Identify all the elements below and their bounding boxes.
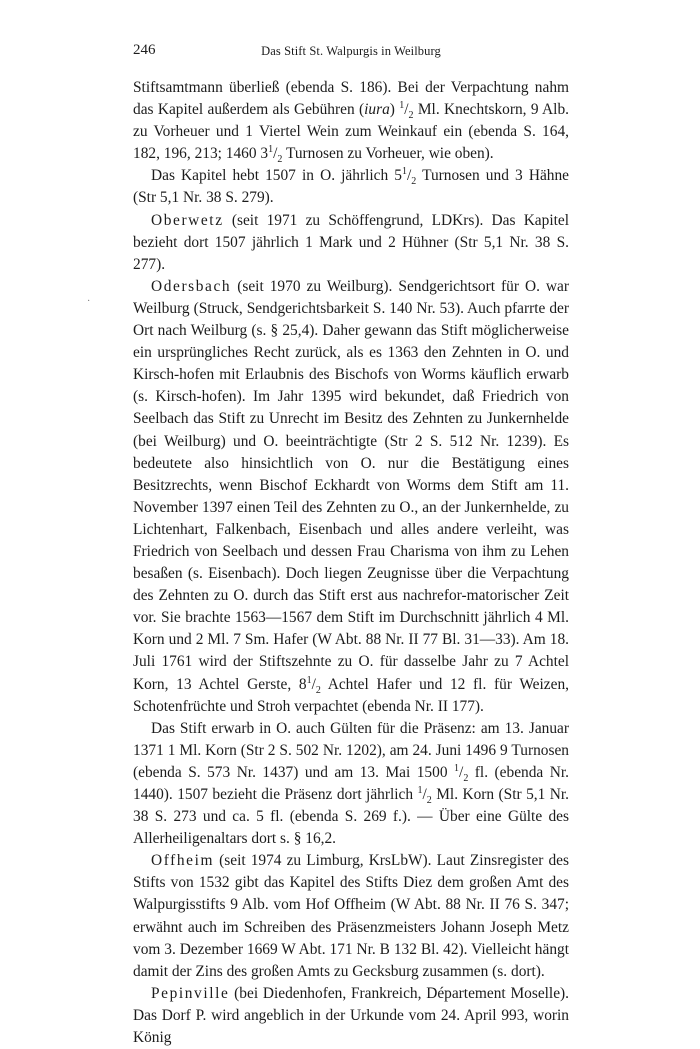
text-run: Stiftsamtmann überließ (ebenda S. 186). Bei der Verpachtung nahm das Kapitel außerdem als Gebühren (	[133, 79, 569, 119]
paragraph	[133, 77, 569, 165]
text-run: /	[404, 101, 409, 119]
fraction-part: 2	[408, 110, 414, 122]
paragraph	[133, 850, 569, 983]
place-name: Offheim	[151, 852, 215, 870]
text-run: /	[422, 786, 427, 803]
text-run: Achtel Hafer und 12 fl. für Weizen, Schotenfrüchte und Stroh verpachtet (ebenda Nr. II 177).	[133, 675, 569, 715]
text-run: /	[273, 145, 278, 163]
place-name: Oberwetz	[151, 211, 224, 229]
paragraph	[133, 983, 569, 1049]
text-run: Das Kapitel hebt 1507 in O. jährlich 5	[151, 167, 402, 185]
text-run: fl. (ebenda Nr. 1440). 1507 bezieht die Präsenz dort jährlich	[133, 763, 569, 803]
text-run: iura	[364, 101, 390, 119]
text-run: Ml. Knechtskorn, 9 Alb. zu Vorheuer und 1 Viertel Wein zum Weinkauf ein (ebenda S. 164, 182, 196, 213; 1460 3	[133, 101, 569, 163]
text-run: Turnosen und 3 Hähne (Str 5,1 Nr. 38 S. 279).	[133, 167, 569, 207]
body-text	[133, 77, 569, 1049]
page-number: 246	[133, 42, 156, 58]
fraction-part: 2	[277, 154, 283, 166]
fraction-part: 2	[315, 684, 321, 696]
running-head	[133, 42, 569, 62]
text-run: (seit 1971 zu Schöffengrund, LDKrs). Das Kapitel bezieht dort 1507 jährlich 1 Mark und 2 Hühner (Str 5,1 Nr. 38 S. 277).	[133, 211, 569, 273]
text-run: )	[389, 101, 400, 119]
margin-mark: ·	[87, 296, 91, 307]
fraction-part: 1	[454, 762, 460, 774]
fraction-part: 1	[306, 674, 312, 686]
text-run: (bei Diedenhofen, Frankreich, Département Moselle). Das Dorf P. wird angeblich in der Urkunde vom 24. April 993, worin König	[133, 984, 569, 1047]
fraction-part: 1	[268, 144, 274, 156]
place-name: Pepinville	[151, 984, 230, 1002]
text-run: Ml. Korn (Str 5,1 Nr. 38 S. 273 und ca. 5 fl. (ebenda S. 269 f.). — Über eine Gülte des Allerheiligenaltars dort s. § 16,2.	[133, 786, 569, 848]
paragraph	[133, 165, 569, 209]
text-run: /	[459, 763, 464, 781]
paragraph	[133, 276, 569, 718]
text-run: Das Stift erwarb in O. auch Gülten für die Präsenz: am 13. Januar 1371 1 Ml. Korn (Str 2 S. 502 Nr. 1202), am 24. Juni 1496 9 Turnosen (ebenda S. 573 Nr. 1437) und am 13. Mai 1500	[133, 719, 569, 781]
fraction-part: 2	[426, 795, 432, 807]
text-run: (seit 1970 zu Weilburg). Sendgerichtsort für O. war Weilburg (Struck, Sendgerichtsbarkeit S. 140 Nr. 53). Auch pfarrte der Ort nach Weilburg (s. § 25,4). Daher gewann das Stift möglicherweise ein ursprüngliches Recht zurück, als es 1363 den Zehnten in O. und Kirsch-hofen mit Erlaubnis des Bischofs von Worms käuflich erwarb (s. Kirsch-hofen). Im Jahr 1395 wird bekundet, daß Friedrich von Seelbach das Stift zu Unrecht im Besitz des Zehnten zu Junkernhelde (bei Weilburg) und O. beeinträchtigte (Str 2 S. 512 Nr. 1239). Es bedeutete also hinsichtlich von O. nur die Bestätigung eines Besitzrechts, wenn Bischof Eckhardt von Worms dem Stift am 11. November 1397 einen Teil des Zehnten zu O., an der Junkernhelde, zu Lichtenhart, Falkenbach, Eisenbach und alles andere verleiht, was Friedrich von Seelbach und dessen Frau Charisma von ihm zu Lehen besaßen (s. Eisenbach). Doch liegen Zeugnisse über die Verpachtung des Zehnten zu O. durch das Stift erst aus nachrefor-matorischer Zeit vor. Sie brachte 1563—1567 dem Stift im Durchschnitt jährlich 4 Ml. Korn und 2 Ml. 7 Sm. Hafer (W Abt. 88 Nr. II 77 Bl. 31—33). Am 18. Juli 1761 wird der Stiftszehnte zu O. für dasselbe Jahr zu 7 Achtel Korn, 13 Achtel Gerste, 8	[133, 277, 569, 693]
fraction-part: 2	[411, 176, 417, 188]
fraction-part: 1	[399, 99, 405, 111]
text-run: /	[311, 675, 316, 693]
text-run: /	[406, 167, 412, 185]
text-run: (seit 1974 zu Limburg, KrsLbW). Laut Zinsregister des Stifts von 1532 gibt das Kapitel des Stifts Diez dem großen Amt des Walpurgisstifts 9 Alb. vom Hof Offheim (W Abt. 88 Nr. II 76 S. 347; erwähnt auch im Schreiben des Präsenzmeisters Johann Joseph Metz vom 3. Dezember 1669 W Abt. 171 Nr. B 132 Bl. 42). Vielleicht hängt damit der Zins des großen Amts zu Gecksburg zusammen (s. dort).	[133, 852, 569, 980]
fraction-part: 2	[463, 772, 469, 784]
paragraph	[133, 718, 569, 851]
place-name: Odersbach	[151, 277, 232, 295]
paragraph	[133, 210, 569, 276]
text-run: Turnosen zu Vorheuer, wie oben).	[282, 145, 494, 163]
running-title: Das Stift St. Walpurgis in Weilburg	[261, 44, 441, 58]
fraction-part: 1	[417, 784, 423, 796]
fraction-part: 1	[401, 166, 407, 178]
